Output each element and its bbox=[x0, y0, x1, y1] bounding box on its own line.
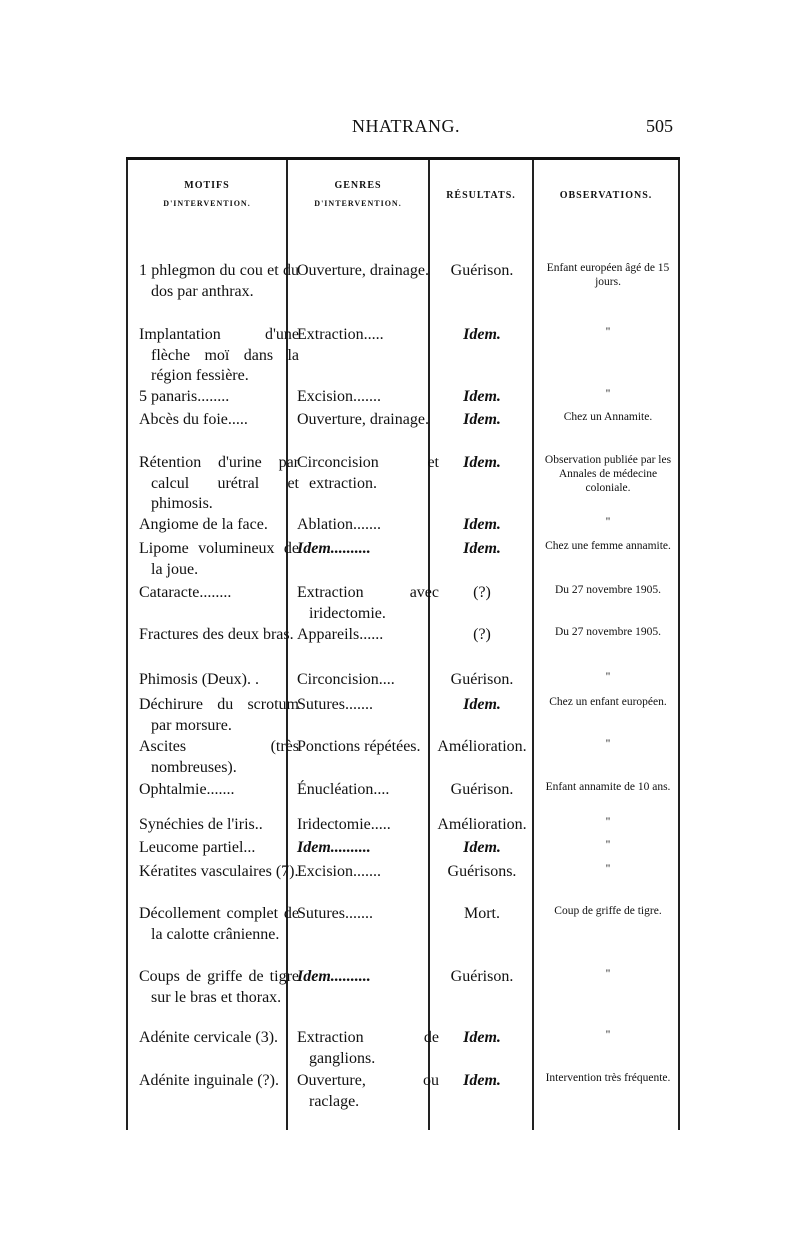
resultat-cell: Idem. bbox=[463, 326, 501, 343]
header-genres-line1: GENRES bbox=[334, 180, 382, 191]
motif-cell: Leucome partiel... bbox=[139, 839, 256, 856]
resultat-cell: Idem. bbox=[463, 696, 501, 713]
resultat-cell: Guérison. bbox=[450, 262, 514, 279]
resultat-cell: Idem. bbox=[463, 1029, 501, 1046]
observation-cell: " bbox=[605, 839, 611, 851]
resultat-cell: Mort. bbox=[464, 905, 500, 922]
genre-cell: Sutures....... bbox=[297, 905, 373, 922]
motif-cell: 1 phlegmon du cou et du dos par anthrax. bbox=[139, 262, 299, 300]
observation-cell: " bbox=[605, 738, 611, 750]
resultat-cell: Amélioration. bbox=[437, 738, 527, 755]
table-left-rule bbox=[126, 160, 128, 1130]
observation-cell: " bbox=[605, 968, 611, 980]
genre-cell: Idem.......... bbox=[297, 968, 371, 985]
header-motifs-line1: MOTIFS bbox=[184, 180, 230, 191]
header-motifs bbox=[128, 177, 286, 213]
motif-cell: Adénite cervicale (3). bbox=[139, 1029, 279, 1046]
observation-cell: " bbox=[605, 863, 611, 875]
header-genres bbox=[288, 177, 428, 213]
resultat-cell: Guérison. bbox=[450, 671, 514, 688]
motif-cell: Coups de griffe de tigre sur le bras et thorax. bbox=[139, 968, 299, 1006]
motif-cell: Phimosis (Deux). . bbox=[139, 671, 259, 688]
genre-cell: Extraction avec iridectomie. bbox=[297, 584, 439, 622]
motif-cell: Ascites (très nombreuses). bbox=[139, 738, 299, 776]
genre-cell: Circoncision et extraction. bbox=[297, 454, 439, 492]
motif-cell: Cataracte........ bbox=[139, 584, 232, 601]
observation-cell: Chez une femme annamite. bbox=[545, 540, 671, 552]
header-observations: OBSERVATIONS. bbox=[559, 190, 653, 201]
table-top-rule bbox=[126, 157, 680, 160]
motif-cell: Déchirure du scrotum par morsure. bbox=[139, 696, 299, 734]
genre-cell: Ouverture, drainage. bbox=[297, 262, 429, 279]
genre-cell: Idem.......... bbox=[297, 540, 371, 557]
observation-cell: " bbox=[605, 816, 611, 828]
resultat-cell: Guérison. bbox=[450, 968, 514, 985]
page-number: 505 bbox=[646, 116, 673, 136]
genre-cell: Iridectomie..... bbox=[297, 816, 391, 833]
motif-cell: Décollement complet de la calotte crânienne. bbox=[139, 905, 299, 943]
resultat-cell: Amélioration. bbox=[437, 816, 527, 833]
header-genres-line2: D'INTERVENTION. bbox=[314, 199, 402, 208]
motif-cell: Implantation d'une flèche moï dans la région fessière. bbox=[139, 326, 299, 384]
table-right-rule bbox=[678, 160, 680, 1130]
resultat-cell: Idem. bbox=[463, 411, 501, 428]
motif-cell: Abcès du foie..... bbox=[139, 411, 248, 428]
resultat-cell: (?) bbox=[473, 584, 491, 601]
motif-cell: Kératites vasculaires (7). bbox=[139, 863, 299, 880]
genre-cell: Excision....... bbox=[297, 863, 381, 880]
genre-cell: Extraction de ganglions. bbox=[297, 1029, 439, 1067]
genre-cell: Appareils...... bbox=[297, 626, 384, 643]
resultat-cell: Idem. bbox=[463, 540, 501, 557]
observation-cell: " bbox=[605, 326, 611, 338]
resultat-cell: Idem. bbox=[463, 388, 501, 405]
genre-cell: Circoncision.... bbox=[297, 671, 395, 688]
observation-cell: Chez un enfant européen. bbox=[549, 696, 667, 708]
observation-cell: " bbox=[605, 388, 611, 400]
resultat-cell: Guérisons. bbox=[447, 863, 517, 880]
observation-cell: Du 27 novembre 1905. bbox=[554, 626, 662, 638]
header-resultats: RÉSULTATS. bbox=[446, 190, 516, 201]
genre-cell: Idem.......... bbox=[297, 839, 371, 856]
observation-cell: Du 27 novembre 1905. bbox=[554, 584, 662, 596]
motif-cell: 5 panaris........ bbox=[139, 388, 230, 405]
motif-cell: Synéchies de l'iris.. bbox=[139, 816, 263, 833]
observation-cell: " bbox=[605, 671, 611, 683]
resultat-cell: Guérison. bbox=[450, 781, 514, 798]
motif-cell: Lipome volumineux de la joue. bbox=[139, 540, 299, 578]
resultat-cell: Idem. bbox=[463, 454, 501, 471]
observation-cell: " bbox=[605, 1029, 611, 1041]
motif-cell: Ophtalmie....... bbox=[139, 781, 235, 798]
observation-cell: Enfant annamite de 10 ans. bbox=[545, 781, 671, 793]
observation-cell: Intervention très fréquente. bbox=[545, 1072, 671, 1084]
observation-cell: Observation publiée par les Annales de médecine coloniale. bbox=[544, 454, 672, 494]
genre-cell: Sutures....... bbox=[297, 696, 373, 713]
resultat-cell: (?) bbox=[473, 626, 491, 643]
motif-cell: Fractures des deux bras. bbox=[139, 626, 294, 643]
genre-cell: Énucléation.... bbox=[297, 781, 390, 798]
genre-cell: Ponctions répétées. bbox=[297, 738, 421, 755]
resultat-cell: Idem. bbox=[463, 1072, 501, 1089]
observation-cell: Chez un Annamite. bbox=[563, 411, 653, 423]
resultat-cell: Idem. bbox=[463, 839, 501, 856]
running-head bbox=[0, 116, 800, 140]
header-motifs-line2: D'INTERVENTION. bbox=[163, 199, 251, 208]
observation-cell: Coup de griffe de tigre. bbox=[554, 905, 662, 917]
observation-cell: Enfant européen âgé de 15 jours. bbox=[546, 262, 670, 288]
motif-cell: Adénite inguinale (?). bbox=[139, 1072, 279, 1089]
genre-cell: Ouverture, drainage. bbox=[297, 411, 429, 428]
genre-cell: Extraction..... bbox=[297, 326, 384, 343]
resultat-cell: Idem. bbox=[463, 516, 501, 533]
motif-cell: Angiome de la face. bbox=[139, 516, 268, 533]
genre-cell: Ablation....... bbox=[297, 516, 381, 533]
column-rule-3 bbox=[532, 160, 534, 1130]
observation-cell: " bbox=[605, 516, 611, 528]
genre-cell: Excision....... bbox=[297, 388, 381, 405]
page-title: NHATRANG. bbox=[352, 116, 460, 136]
genre-cell: Ouverture, ou raclage. bbox=[297, 1072, 439, 1110]
intervention-table bbox=[126, 157, 680, 1130]
motif-cell: Rétention d'urine par calcul urétral et phimosis. bbox=[139, 454, 299, 512]
